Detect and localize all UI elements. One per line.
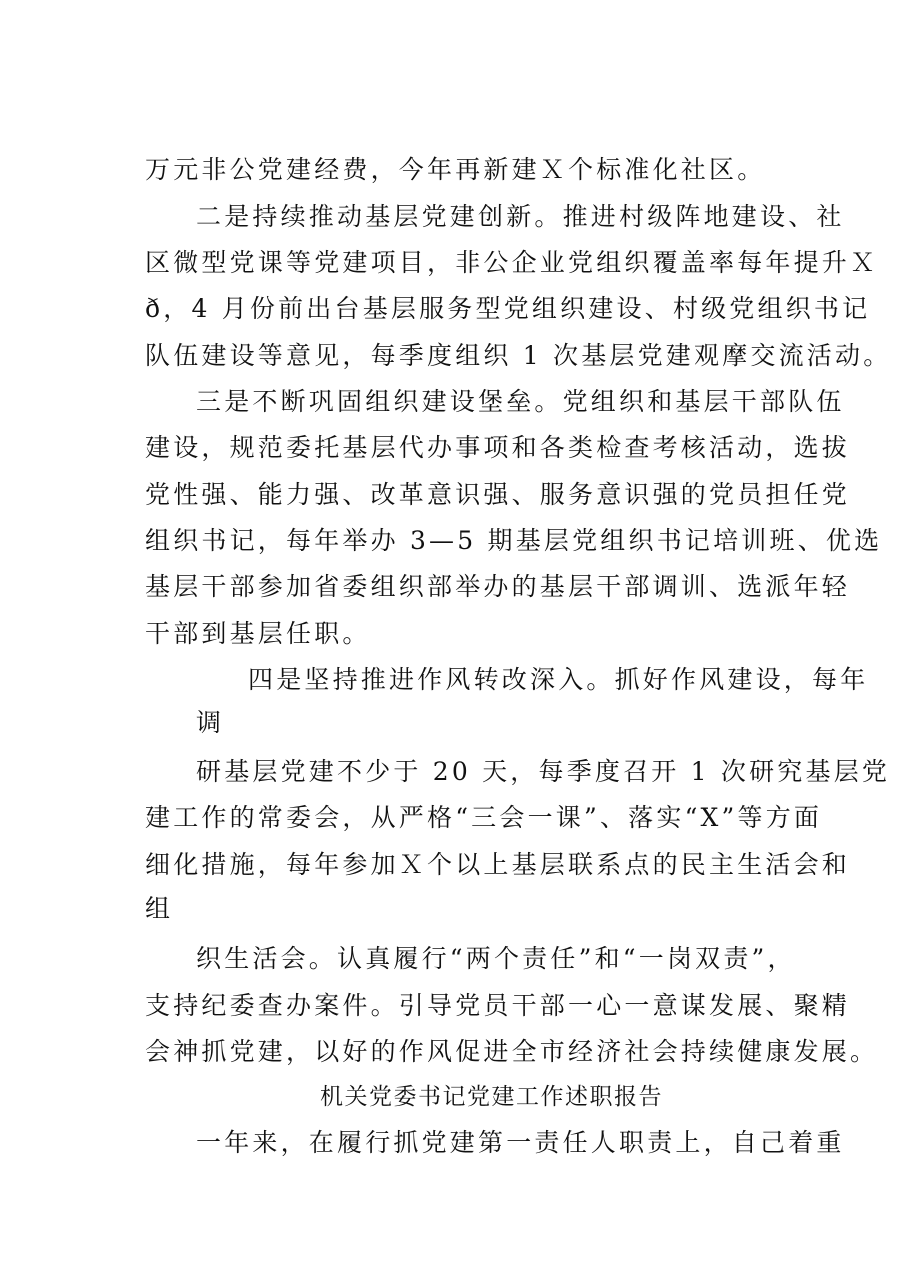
body-line: 研基层党建不少于 20 天，每季度召开 1 次研究基层党 bbox=[196, 757, 891, 786]
body-line: 基层干部参加省委组织部举办的基层干部调训、选派年轻 bbox=[145, 572, 851, 601]
body-line: 干部到基层任职。 bbox=[145, 619, 371, 648]
body-line: 调 bbox=[196, 708, 225, 737]
body-line: 织生活会。认真履行“两个责任”和“一岗双责”， bbox=[196, 944, 796, 973]
paragraph-heading-line: 二是持续推动基层党建创新。推进村级阵地建设、社 bbox=[196, 202, 845, 231]
body-line: 建设，规范委托基层代办事项和各类检查考核活动，选拔 bbox=[145, 433, 851, 462]
section-title: 机关党委书记党建工作述职报告 bbox=[320, 1084, 663, 1110]
body-line: 支持纪委查办案件。引导党员干部一心一意谋发展、聚精 bbox=[145, 991, 851, 1020]
body-line: 党性强、能力强、改革意识强、服务意识强的党员担任党 bbox=[145, 480, 851, 509]
body-line: 细化措施，每年参加Ｘ个以上基层联系点的民主生活会和 bbox=[145, 850, 851, 879]
body-line: 区微型党课等党建项目，非公企业党组织覆盖率每年提升Ｘ bbox=[145, 248, 879, 277]
body-line: 会神抓党建，以好的作风促进全市经济社会持续健康发展。 bbox=[145, 1037, 879, 1066]
body-line: 组 bbox=[145, 894, 174, 923]
body-line: 一年来，在履行抓党建第一责任人职责上，自己着重 bbox=[196, 1128, 845, 1157]
body-line: 建工作的常委会，从严格“三会一课”、落实“X”等方面 bbox=[145, 803, 823, 832]
body-line: 万元非公党建经费，今年再新建Ｘ个标准化社区。 bbox=[145, 155, 766, 184]
body-line: 队伍建设等意见，每季度组织 1 次基层党建观摩交流活动。 bbox=[145, 341, 892, 370]
paragraph-heading-line: 四是坚持推进作风转改深入。抓好作风建设，每年 bbox=[248, 665, 869, 694]
body-line: ð，4 月份前出台基层服务型党组织建设、村级党组织书记 bbox=[145, 294, 871, 323]
paragraph-heading-line: 三是不断巩固组织建设堡垒。党组织和基层干部队伍 bbox=[196, 387, 845, 416]
body-line: 组织书记，每年举办 3—5 期基层党组织书记培训班、优选 bbox=[145, 526, 883, 555]
